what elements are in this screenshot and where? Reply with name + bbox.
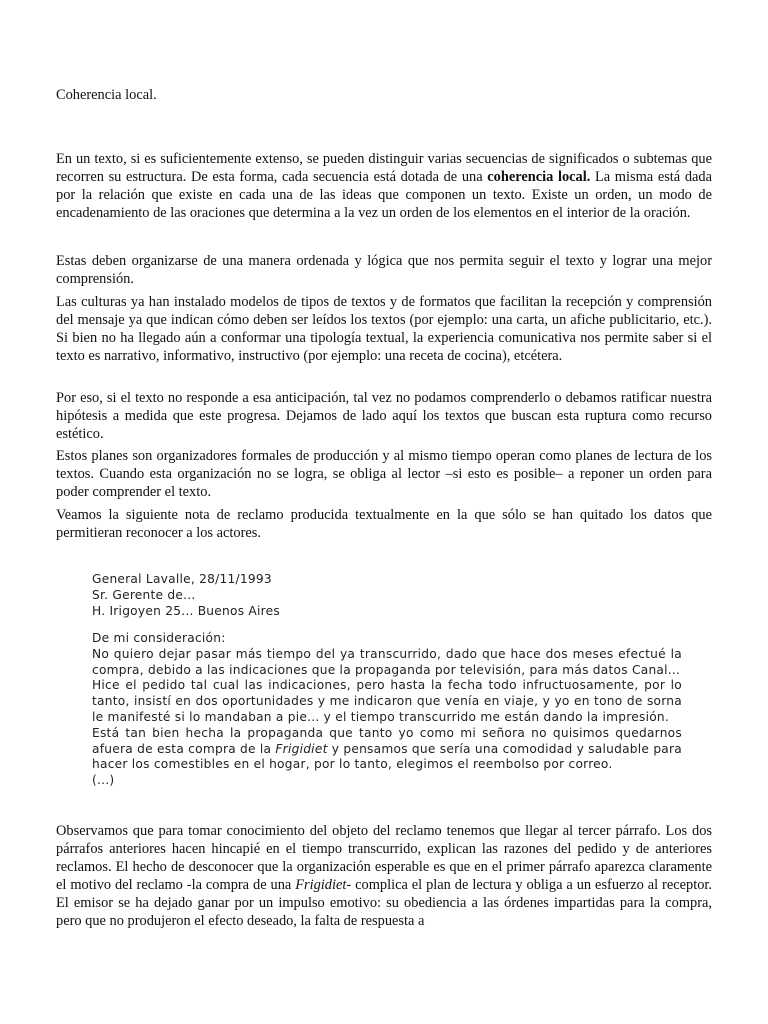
letter-paragraph-3-start: Está tan bien hecha la propaganda que tanto yo como mi señora no quisimos quedarnos afuera de esta compra de la <box>92 725 682 756</box>
letter-paragraph-3-end: y pensamos que sería una comodidad y saludable para hacer los comestibles en el hogar, por lo tanto, elegimos el reembolso por correo. <box>92 741 682 772</box>
paragraph-7-text-start: Observamos que para tomar conocimiento del objeto del reclamo tenemos que llegar al tercer párrafo. Los dos párrafos anteriores hacen hincapié en el tiempo transcurrido, explican las razones del pedido y de anteriores reclamos. El hecho de desconocer que la organización esperable es que en el primer párrafo aparezca claramente el motivo del reclamo -la compra de una <box>56 823 712 893</box>
paragraph-1 <box>56 150 712 222</box>
letter-paragraph-2: Hice el pedido tal cual las indicaciones, pero hasta la fecha todo infructuosamente, por lo tanto, insistí en dos oportunidades y me indicaron que venía en viaje, y yo en tono de sorna le manifesté si lo mandaban a pie... y el tiempo transcurrido me están dando la impresión. <box>92 678 682 724</box>
letter-ellipsis: (...) <box>92 773 115 788</box>
paragraph-1-text-start: En un texto, si es suficientemente extenso, se pueden distinguir varias secuencias de significados o subtemas que recorren su estructura. De esta forma, cada secuencia está dotada de una <box>56 151 712 185</box>
paragraph-2: Estas deben organizarse de una manera ordenada y lógica que nos permita seguir el texto y lograr una mejor comprensión. <box>56 253 712 287</box>
paragraph-7 <box>56 822 712 930</box>
letter-recipient: Sr. Gerente de... <box>92 587 196 602</box>
letter-header <box>92 572 682 619</box>
letter-paragraph-1: No quiero dejar pasar más tiempo del ya transcurrido, dado que hace dos meses efectué la compra, debido a las indicaciones que la propaganda por televisión, para más datos Canal... <box>92 646 682 677</box>
letter-address: H. Irigoyen 25... Buenos Aires <box>92 603 280 618</box>
paragraph-7-product-name: Frigidiet <box>295 877 347 893</box>
paragraph-1-text-end: La misma está dada por la relación que existe en cada una de las ideas que componen un texto. Existe un orden, un modo de encadenamiento de las oraciones que determina a la vez un orden de los elementos en el interior de la oración. <box>56 169 712 221</box>
paragraph-1-bold-term: coherencia local. <box>487 169 591 185</box>
paragraph-5: Estos planes son organizadores formales de producción y al mismo tiempo operan como planes de lectura de los textos. Cuando esta organización no se logra, se obliga al lector –si esto es posible– a reponer un orden para poder comprender el texto. <box>56 448 712 500</box>
letter-greeting: De mi consideración: <box>92 631 226 645</box>
letter-body <box>92 631 682 789</box>
letter-paragraph-3 <box>92 726 682 773</box>
letter-place-date: General Lavalle, 28/11/1993 <box>92 572 272 586</box>
paragraph-7-text-end: - complica el plan de lectura y obliga a un esfuerzo al receptor. El emisor se ha dejado ganar por un impulso emotivo: su obediencia a las órdenes impartidas para la compra, pero que no produjeron el efecto deseado, la falta de respuesta a <box>56 877 712 929</box>
paragraph-3: Las culturas ya han instalado modelos de tipos de textos y de formatos que facilitan la recepción y comprensión del mensaje ya que indican cómo deben ser leídos los textos (por ejemplo: una carta, un afiche publicitario, etc.). Si bien no ha llegado aún a conformar una tipología textual, la experiencia comunicativa nos permite saber si el texto es narrativo, informativo, instructivo (por ejemplo: una receta de cocina), etcétera. <box>56 294 712 364</box>
paragraph-4: Por eso, si el texto no responde a esa anticipación, tal vez no podamos comprenderlo o debamos ratificar nuestra hipótesis a medida que este progresa. Dejamos de lado aquí los textos que buscan esta ruptura como recurso estético. <box>56 390 712 442</box>
letter-product-name: Frigidiet <box>275 741 328 756</box>
section-title: Coherencia local. <box>56 87 157 103</box>
paragraph-6: Veamos la siguiente nota de reclamo producida textualmente en la que sólo se han quitado los datos que permitieran reconocer a los actores. <box>56 507 712 541</box>
